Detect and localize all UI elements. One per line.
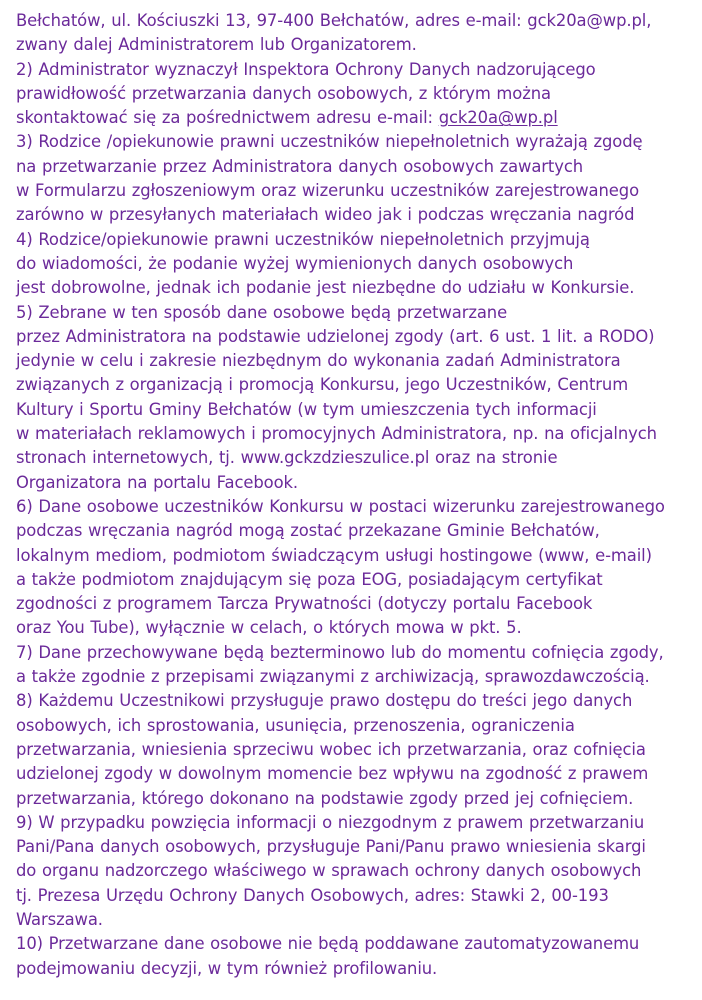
text-line: oraz You Tube), wyłącznie w celach, o których mowa w pkt. 5.: [16, 618, 522, 638]
text-line: stronach internetowych, tj. www.gckzdzieszulice.pl oraz na stronie: [16, 448, 558, 468]
text-line: tj. Prezesa Urzędu Ochrony Danych Osobowych, adres: Stawki 2, 00-193: [16, 885, 609, 905]
text-line: prawidłowość przetwarzania danych osobowych, z którym można: [16, 83, 551, 103]
text-line: w materiałach reklamowych i promocyjnych Administratora, np. na oficjalnych: [16, 424, 657, 444]
text-line: zwany dalej Administratorem lub Organizatorem.: [16, 35, 417, 55]
text-line: zarówno w przesyłanych materiałach wideo jak i podczas wręczania nagród: [16, 205, 635, 225]
text-line: przetwarzania, wniesienia sprzeciwu wobec ich przetwarzania, oraz cofnięcia: [16, 739, 646, 759]
text-line: 5) Zebrane w ten sposób dane osobowe będą przetwarzane: [16, 302, 508, 322]
text-line: podczas wręczania nagród mogą zostać przekazane Gminie Bełchatów,: [16, 521, 600, 541]
text-fragment: skontaktować się za pośrednictwem adresu e-mail:: [16, 108, 439, 128]
text-line: Bełchatów, ul. Kościuszki 13, 97-400 Bełchatów, adres e-mail: gck20a@wp.pl,: [16, 11, 652, 30]
text-line: 7) Dane przechowywane będą bezterminowo lub do momentu cofnięcia zgody,: [16, 642, 664, 662]
text-line: lokalnym mediom, podmiotom świadczącym usługi hostingowe (www, e-mail): [16, 545, 652, 565]
text-line: jedynie w celu i zakresie niezbędnym do wykonania zadań Administratora: [16, 351, 621, 371]
text-line: Warszawa.: [16, 909, 103, 929]
text-line: 10) Przetwarzane dane osobowe nie będą poddawane zautomatyzowanemu: [16, 934, 640, 954]
text-line: do wiadomości, że podanie wyżej wymienionych danych osobowych: [16, 253, 574, 273]
text-line: a także zgodnie z przepisami związanymi z archiwizacją, sprawozdawczością.: [16, 667, 650, 687]
text-line: 9) W przypadku powzięcia informacji o niezgodnym z prawem przetwarzaniu: [16, 812, 645, 832]
text-line: podejmowaniu decyzji, w tym również profilowaniu.: [16, 958, 438, 978]
text-line: zgodności z programem Tarcza Prywatności (dotyczy portalu Facebook: [16, 594, 593, 614]
text-line: a także podmiotom znajdującym się poza EOG, posiadającym certyfikat: [16, 569, 603, 589]
text-line-with-link: [16, 106, 700, 130]
text-line: 8) Każdemu Uczestnikowi przysługuje prawo dostępu do treści jego danych: [16, 691, 633, 711]
text-line: Kultury i Sportu Gminy Bełchatów (w tym umieszczenia tych informacji: [16, 399, 597, 419]
text-line: w Formularzu zgłoszeniowym oraz wizerunku uczestników zarejestrowanego: [16, 181, 639, 201]
text-line: udzielonej zgody w dowolnym momencie bez wpływu na zgodność z prawem: [16, 764, 649, 784]
text-line: 4) Rodzice/opiekunowie prawni uczestników niepełnoletnich przyjmują: [16, 229, 590, 249]
text-line: osobowych, ich sprostowania, usunięcia, przenoszenia, ograniczenia: [16, 715, 575, 735]
text-line: do organu nadzorczego właściwego w sprawach ochrony danych osobowych: [16, 861, 642, 881]
text-line: przetwarzania, którego dokonano na podstawie zgody przed jej cofnięciem.: [16, 788, 634, 808]
privacy-clause-text: [16, 9, 700, 981]
text-line: 3) Rodzice /opiekunowie prawni uczestników niepełnoletnich wyrażają zgodę: [16, 132, 643, 152]
text-line: 6) Dane osobowe uczestników Konkursu w postaci wizerunku zarejestrowanego: [16, 496, 665, 516]
text-line: Pani/Pana danych osobowych, przysługuje Pani/Panu prawo wniesienia skargi: [16, 837, 646, 857]
email-link[interactable]: gck20a@wp.pl: [438, 108, 558, 128]
text-line: 2) Administrator wyznaczył Inspektora Ochrony Danych nadzorującego: [16, 59, 596, 79]
text-line: jest dobrowolne, jednak ich podanie jest niezbędne do udziału w Konkursie.: [16, 278, 635, 298]
text-line: związanych z organizacją i promocją Konkursu, jego Uczestników, Centrum: [16, 375, 629, 395]
text-line: przez Administratora na podstawie udzielonej zgody (art. 6 ust. 1 lit. a RODO): [16, 326, 655, 346]
text-line: na przetwarzanie przez Administratora danych osobowych zawartych: [16, 156, 584, 176]
text-line: Organizatora na portalu Facebook.: [16, 472, 298, 492]
